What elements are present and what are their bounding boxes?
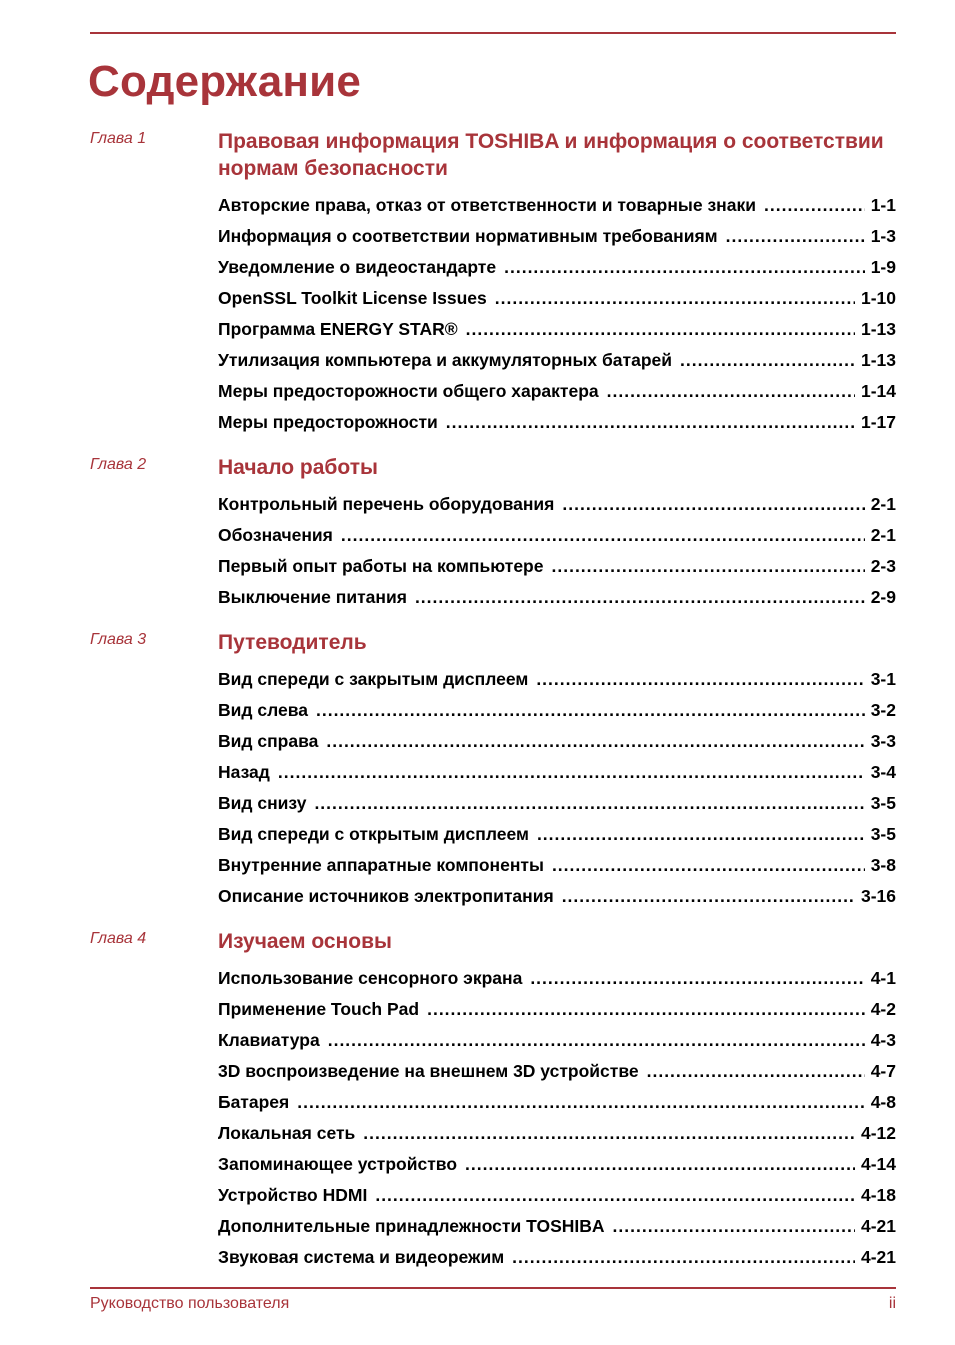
toc-entry-page: 1-13 (860, 350, 896, 370)
toc-entry[interactable] (218, 963, 896, 994)
dot-leader (536, 664, 864, 695)
toc-entry-page: 1-3 (870, 226, 896, 246)
toc-entry-title: Описание источников электропитания (218, 886, 554, 906)
toc-entry[interactable] (218, 1025, 896, 1056)
dot-leader (278, 757, 865, 788)
chapter-label: Глава 1 (90, 130, 147, 147)
toc-entry-title: Назад (218, 762, 270, 782)
toc-entry-page: 4-14 (860, 1154, 896, 1174)
toc-entry-page: 3-16 (860, 886, 896, 906)
dot-leader (504, 252, 865, 283)
toc-entry-title: Звуковая система и видеорежим (218, 1247, 505, 1267)
dot-leader (466, 314, 855, 345)
toc-entry[interactable] (218, 1149, 896, 1180)
dot-leader (764, 190, 865, 221)
toc-entry-page: 3-1 (870, 669, 896, 689)
toc-entry-page: 4-12 (860, 1123, 896, 1143)
dot-leader (552, 850, 865, 881)
chapter-body (218, 454, 896, 613)
toc-entry[interactable] (218, 252, 896, 283)
toc-entry-page: 2-9 (870, 587, 896, 607)
toc-entry-page: 4-3 (870, 1030, 896, 1050)
toc-entry[interactable] (218, 881, 896, 912)
chapter-section (90, 629, 896, 912)
dot-leader (465, 1149, 855, 1180)
toc-entry-title: Первый опыт работы на компьютере (218, 556, 544, 576)
toc-entry[interactable] (218, 582, 896, 613)
toc-entry[interactable] (218, 221, 896, 252)
dot-leader (328, 1025, 865, 1056)
toc-entry[interactable] (218, 551, 896, 582)
dot-leader (375, 1180, 855, 1211)
toc-entry[interactable] (218, 345, 896, 376)
toc-entry-title: Дополнительные принадлежности TOSHIBA (218, 1216, 605, 1236)
dot-leader (446, 407, 855, 438)
dot-leader (537, 819, 865, 850)
toc-entry[interactable] (218, 1056, 896, 1087)
top-rule (90, 32, 896, 34)
toc-entry-title: Меры предосторожности общего характера (218, 381, 599, 401)
toc-entry-page: 4-2 (870, 999, 896, 1019)
dot-leader (495, 283, 855, 314)
toc-entry-title: Выключение питания (218, 587, 407, 607)
toc-entry[interactable] (218, 314, 896, 345)
toc-entry-title: Авторские права, отказ от ответственности и товарные знаки (218, 195, 756, 215)
dot-leader (647, 1056, 865, 1087)
toc-entry[interactable] (218, 788, 896, 819)
dot-leader (562, 881, 855, 912)
toc-entry-title: Запоминающее устройство (218, 1154, 458, 1174)
dot-leader (427, 994, 865, 1025)
toc-entry-title: Контрольный перечень оборудования (218, 494, 555, 514)
toc-entry-page: 1-17 (860, 412, 896, 432)
toc-entry-page: 1-1 (870, 195, 896, 215)
toc-entry[interactable] (218, 489, 896, 520)
chapter-gap (90, 438, 896, 454)
toc-entry[interactable] (218, 376, 896, 407)
toc-entry-page: 3-4 (870, 762, 896, 782)
toc-entry-page: 3-5 (870, 793, 896, 813)
toc-entry-page: 1-10 (860, 288, 896, 308)
dot-leader (314, 788, 864, 819)
toc-entry[interactable] (218, 994, 896, 1025)
dot-leader (613, 1211, 855, 1242)
table-of-contents (90, 128, 896, 1273)
toc-entry-title: Локальная сеть (218, 1123, 356, 1143)
toc-entry[interactable] (218, 407, 896, 438)
toc-entry[interactable] (218, 850, 896, 881)
chapter-title[interactable]: Изучаем основы (218, 930, 392, 953)
chapter-gap (90, 912, 896, 928)
toc-entry[interactable] (218, 1242, 896, 1273)
chapter-body (218, 629, 896, 912)
dot-leader (341, 520, 865, 551)
chapter-title[interactable]: Начало работы (218, 456, 378, 479)
chapter-section (90, 128, 896, 438)
toc-entry-title: Программа ENERGY STAR® (218, 319, 458, 339)
chapter-label: Глава 4 (90, 930, 147, 947)
toc-entry-title: Вид спереди с открытым дисплеем (218, 824, 529, 844)
toc-entry-title: Уведомление о видеостандарте (218, 257, 497, 277)
chapter-section (90, 454, 896, 613)
chapter-label: Глава 3 (90, 631, 147, 648)
dot-leader (607, 376, 855, 407)
toc-entry[interactable] (218, 190, 896, 221)
dot-leader (726, 221, 865, 252)
toc-entry-title: Клавиатура (218, 1030, 320, 1050)
toc-entry-title: Батарея (218, 1092, 290, 1112)
toc-entry-page: 2-1 (870, 525, 896, 545)
toc-entry[interactable] (218, 1087, 896, 1118)
page-title: Содержание (88, 57, 362, 106)
toc-entry-page: 4-1 (870, 968, 896, 988)
chapter-title[interactable]: Правовая информация TOSHIBA и информация о соответствии нормам безопасности (218, 130, 884, 180)
toc-entry-page: 2-1 (870, 494, 896, 514)
chapter-body (218, 128, 896, 438)
toc-entry-page: 3-8 (870, 855, 896, 875)
toc-entry-title: 3D воспроизведение на внешнем 3D устройстве (218, 1061, 639, 1081)
toc-entry[interactable] (218, 664, 896, 695)
toc-entry-page: 4-18 (860, 1185, 896, 1205)
footer-page-number: ii (888, 1295, 896, 1312)
toc-entry-page: 3-3 (870, 731, 896, 751)
toc-entry-page: 1-14 (860, 381, 896, 401)
toc-entry-title: Использование сенсорного экрана (218, 968, 523, 988)
toc-entry-page: 1-9 (870, 257, 896, 277)
dot-leader (552, 551, 865, 582)
toc-entry-title: Меры предосторожности (218, 412, 438, 432)
chapter-section (90, 928, 896, 1273)
toc-entry-title: Вид спереди с закрытым дисплеем (218, 669, 529, 689)
toc-entry-title: Вид снизу (218, 793, 307, 813)
toc-entry[interactable] (218, 757, 896, 788)
toc-entry[interactable] (218, 819, 896, 850)
chapter-label: Глава 2 (90, 456, 147, 473)
toc-entry-title: Устройство HDMI (218, 1185, 368, 1205)
toc-entry-title: Внутренние аппаратные компоненты (218, 855, 544, 875)
toc-entry[interactable] (218, 726, 896, 757)
toc-entry-page: 4-8 (870, 1092, 896, 1112)
toc-entry[interactable] (218, 283, 896, 314)
toc-entry[interactable] (218, 695, 896, 726)
dot-leader (562, 489, 864, 520)
toc-entry[interactable] (218, 1211, 896, 1242)
toc-entry-page: 4-21 (860, 1247, 896, 1267)
dot-leader (512, 1242, 855, 1273)
toc-entry-title: OpenSSL Toolkit License Issues (218, 288, 487, 308)
toc-entry-page: 4-21 (860, 1216, 896, 1236)
toc-entry-title: Вид справа (218, 731, 319, 751)
dot-leader (316, 695, 865, 726)
dot-leader (680, 345, 855, 376)
toc-entry[interactable] (218, 1118, 896, 1149)
chapter-gap (90, 613, 896, 629)
toc-entry-page: 1-13 (860, 319, 896, 339)
toc-entry-page: 3-2 (870, 700, 896, 720)
toc-entry-title: Обозначения (218, 525, 333, 545)
toc-entry-title: Применение Touch Pad (218, 999, 420, 1019)
toc-entry-title: Информация о соответствии нормативным требованиям (218, 226, 718, 246)
toc-entry[interactable] (218, 1180, 896, 1211)
dot-leader (363, 1118, 855, 1149)
toc-entry-page: 4-7 (870, 1061, 896, 1081)
dot-leader (326, 726, 864, 757)
dot-leader (530, 963, 864, 994)
toc-entry-page: 2-3 (870, 556, 896, 576)
toc-entry-title: Утилизация компьютера и аккумуляторных батарей (218, 350, 673, 370)
dot-leader (297, 1087, 864, 1118)
bottom-rule (90, 1287, 896, 1289)
toc-entry-title: Вид слева (218, 700, 308, 720)
toc-entry-page: 3-5 (870, 824, 896, 844)
chapter-body (218, 928, 896, 1273)
footer-manual-title: Руководство пользователя (90, 1295, 290, 1312)
dot-leader (415, 582, 865, 613)
toc-entry[interactable] (218, 520, 896, 551)
chapter-title[interactable]: Путеводитель (218, 631, 367, 654)
